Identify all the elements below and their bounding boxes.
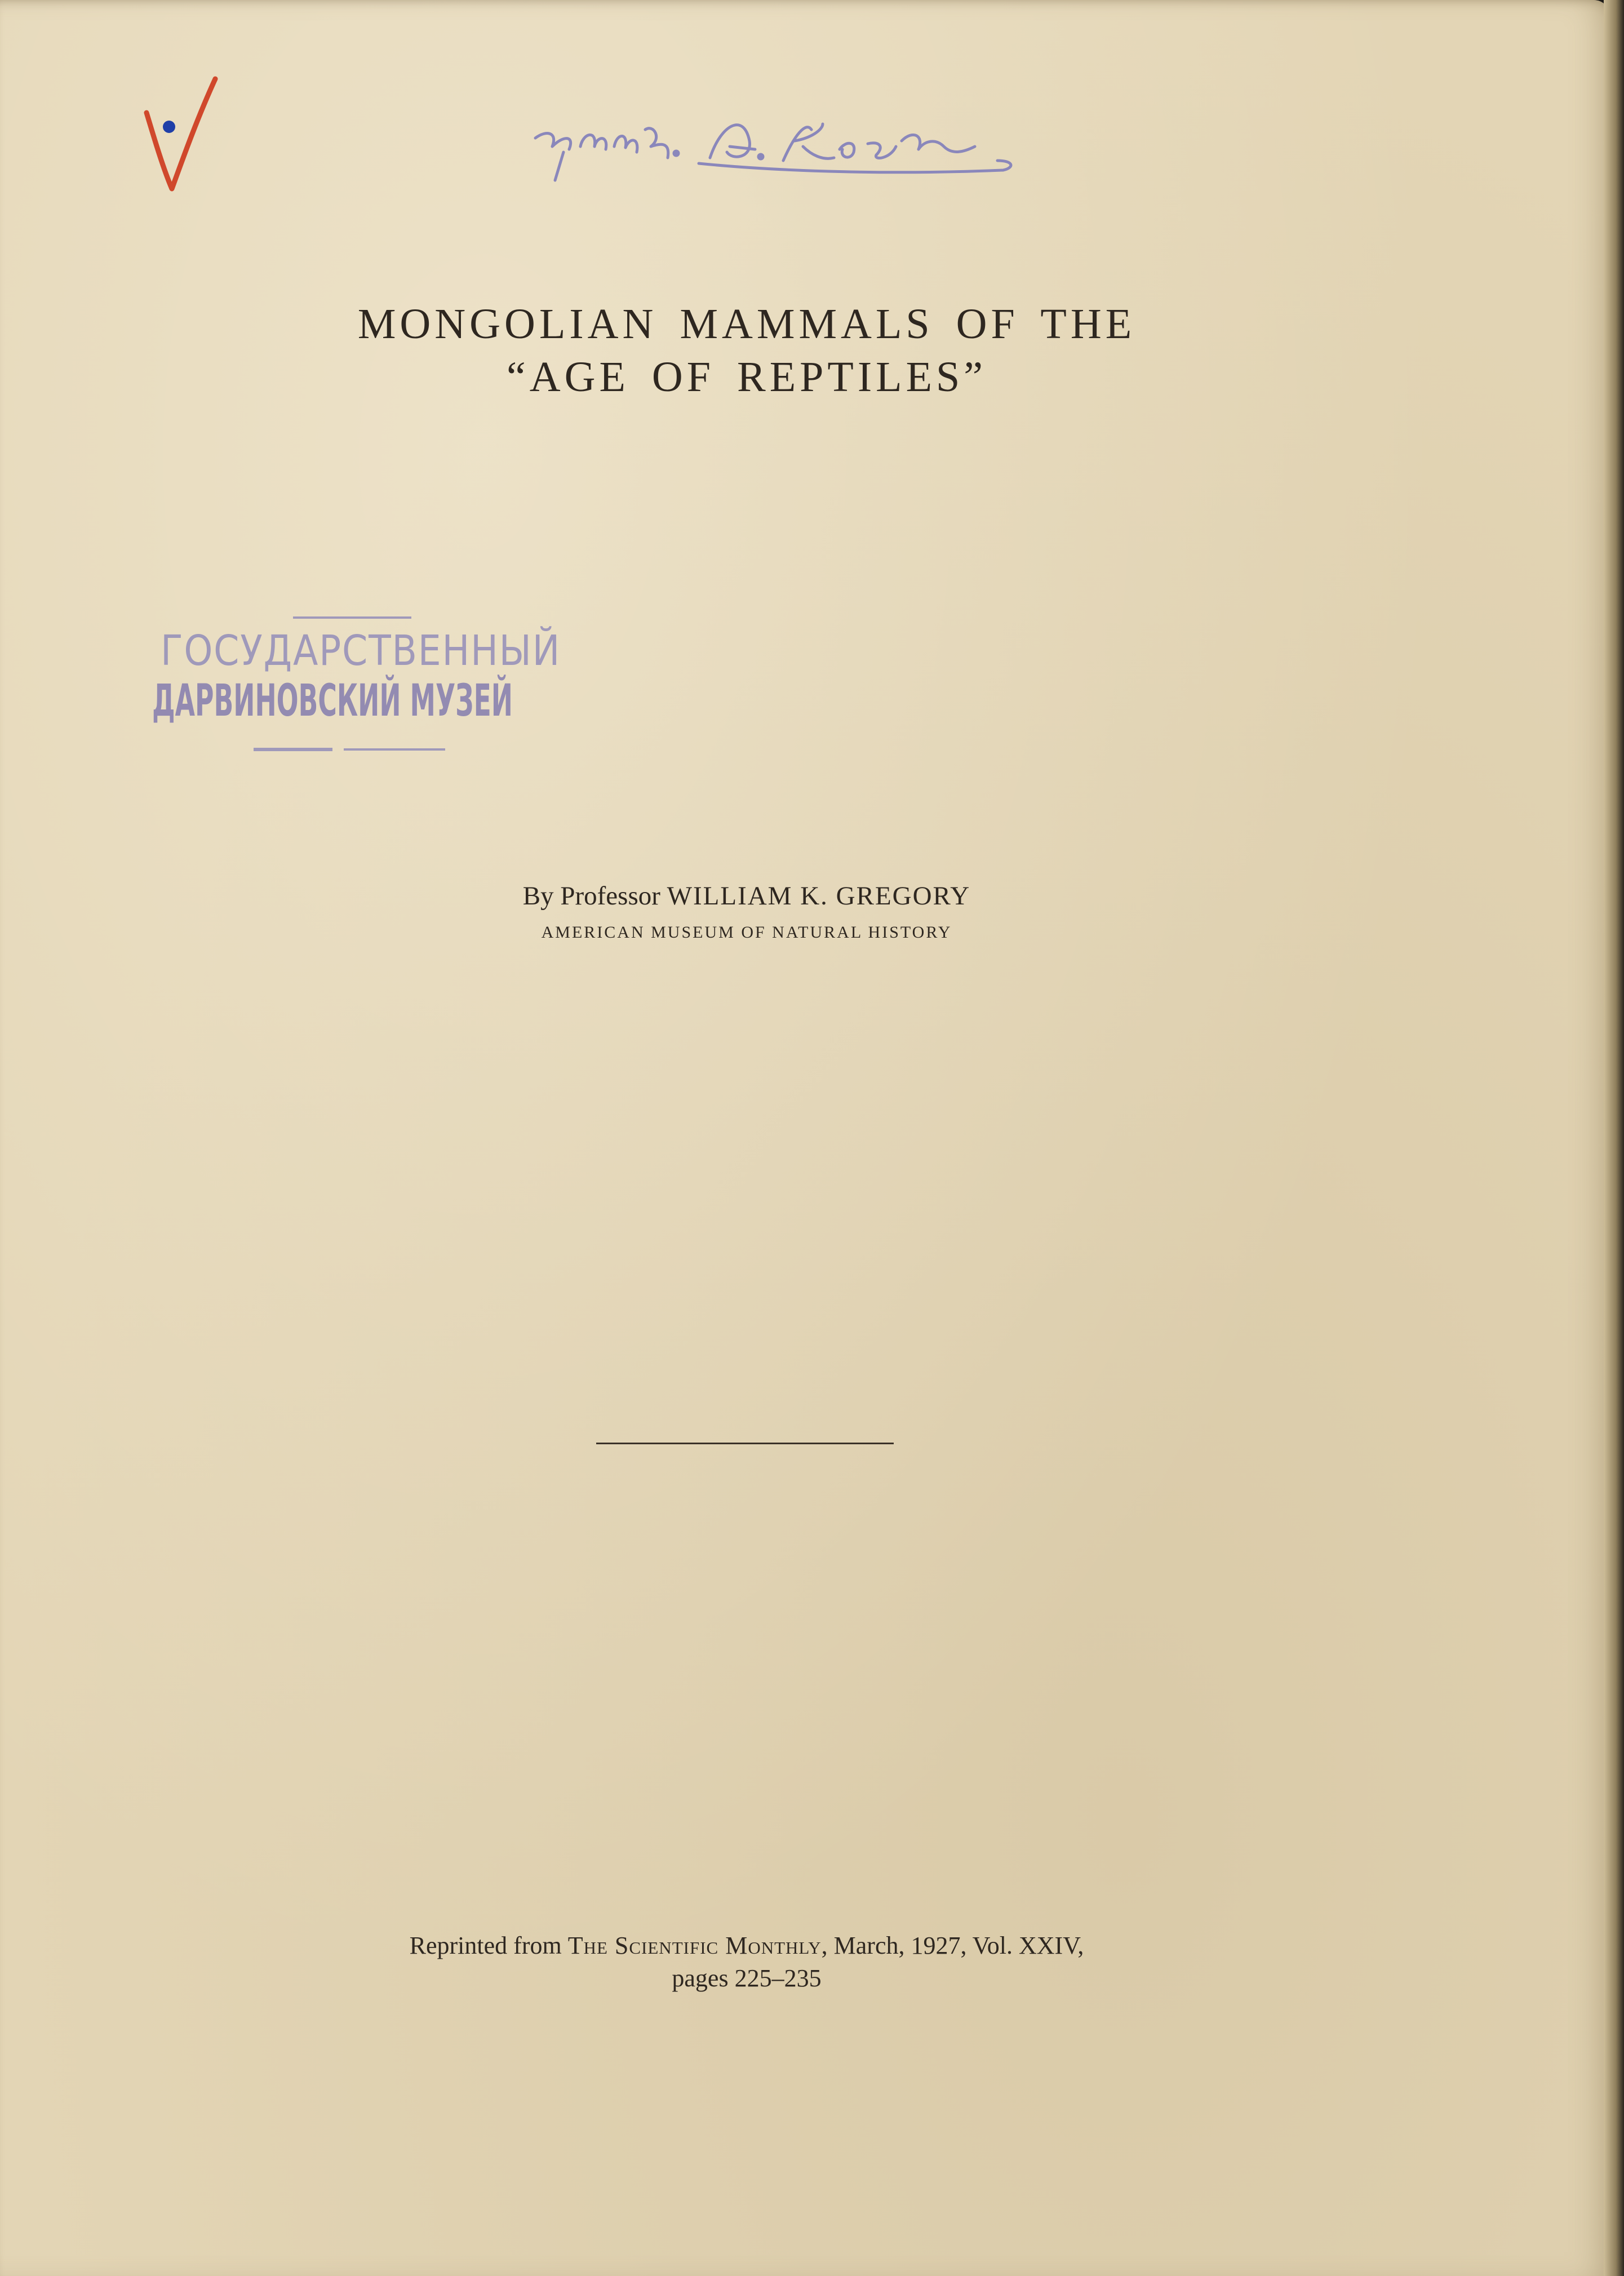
reprint-pages: pages 225–235 [672, 1964, 822, 1992]
author-affiliation: AMERICAN MUSEUM OF NATURAL HISTORY [541, 923, 952, 942]
check-mark-icon [141, 73, 220, 197]
handwritten-signature [530, 107, 1042, 192]
page-edge-shadow [1604, 0, 1624, 2276]
byline [338, 879, 1155, 913]
title-line-2: “AGE OF REPTILES” [506, 353, 987, 401]
document-title [254, 298, 1240, 403]
title-line-1: MONGOLIAN MAMMALS OF THE [357, 300, 1136, 348]
reprint-prefix: Reprinted from [409, 1932, 562, 1959]
reprint-note [282, 1929, 1212, 1995]
author-name: WILLIAM K. GREGORY [667, 881, 971, 911]
journal-name: The Scientific Monthly [567, 1932, 822, 1959]
byline-prefix: By Professor [522, 881, 660, 911]
stamp-line-2: ДАРВИНОВСКИЙ МУЗЕЙ [152, 676, 769, 726]
divider-rule [596, 1443, 894, 1444]
reprint-suffix: , March, 1927, Vol. XXIV, [821, 1932, 1084, 1959]
museum-stamp [147, 609, 769, 772]
stamp-line-1: ГОСУДАРСТВЕННЫЙ [161, 627, 617, 675]
